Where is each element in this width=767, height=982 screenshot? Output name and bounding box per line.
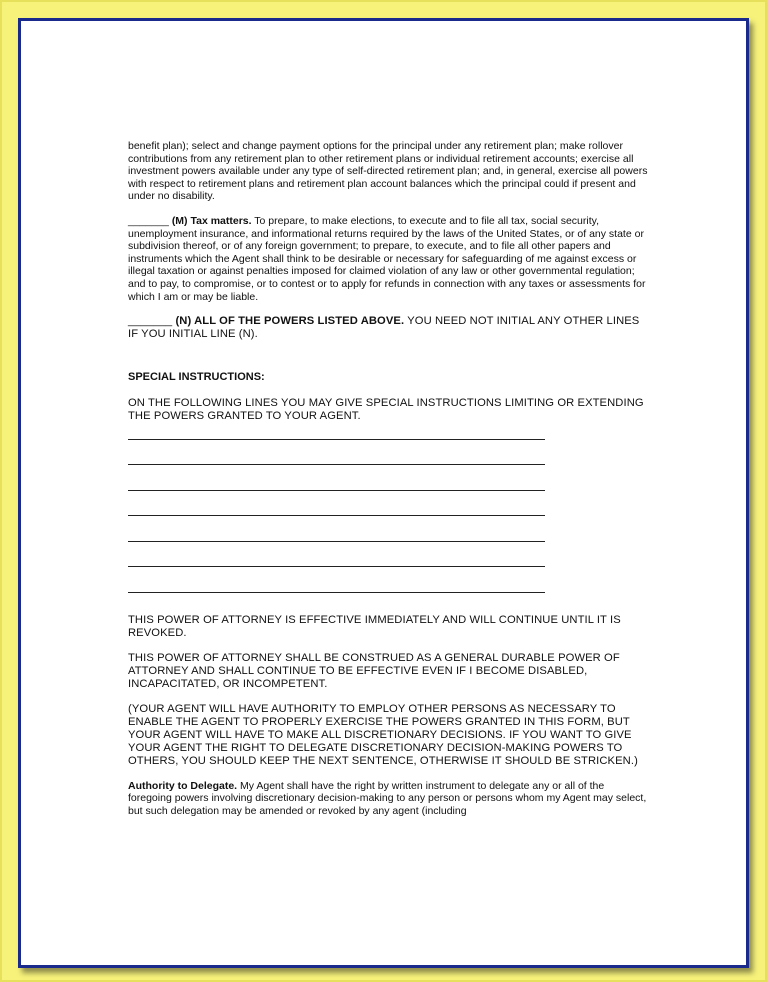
durable-statement: THIS POWER OF ATTORNEY SHALL BE CONSTRUED AS A GENERAL DURABLE POWER OF ATTORNEY AND SHALL CONTINUE TO BE EFFECTIVE EVEN IF I BECOME DISABLED, INCAPACITATED, OR INCOMPETENT.	[128, 651, 620, 690]
section-n-heading: (N) ALL OF THE POWERS LISTED ABOVE.	[175, 315, 405, 328]
special-instructions-heading: SPECIAL INSTRUCTIONS:	[128, 371, 265, 384]
section-m-body: To prepare, to make elections, to execute and to file all tax, social security, unemployment insurance, and informational returns required by the laws of the United States, or of any state or subdivision thereof, or of any foreign government; to prepare, to execute, and to file all other papers and instruments which the Agent shall think to be desirable or necessary for safeguarding of me against excess or illegal taxation or against penalties imposed for claimed violation of any law or other governmental regulation; and to pay, to compromise, or to contest or to apply for refunds in connection with any taxes or assessments for which I am or may be liable.	[128, 214, 646, 303]
instruction-line[interactable]	[128, 439, 545, 440]
section-m-initial-blank[interactable]: _______	[128, 214, 169, 227]
section-m-tax-matters	[128, 215, 648, 303]
delegate-heading: Authority to Delegate.	[128, 779, 238, 792]
instruction-line[interactable]	[128, 592, 545, 593]
delegate-body: My Agent shall have the right by written instrument to delegate any or all of the foregoing powers involving discretionary decision-making to any person or persons whom my Agent may select, but such delegation may be amended or revoked by any agent (including	[128, 779, 647, 817]
instruction-line[interactable]	[128, 515, 545, 516]
authority-to-delegate	[128, 780, 648, 818]
agent-authority-statement: (YOUR AGENT WILL HAVE AUTHORITY TO EMPLOY OTHER PERSONS AS NECESSARY TO ENABLE THE AGENT TO PROPERLY EXERCISE THE POWERS GRANTED IN THIS FORM, BUT YOUR AGENT WILL HAVE TO MAKE ALL DISCRETIONARY DECISIONS. IF YOU WANT TO GIVE YOUR AGENT THE RIGHT TO DELEGATE DISCRETIONARY DECISION-MAKING POWERS TO OTHERS, YOU SHOULD KEEP THE NEXT SENTENCE, OTHERWISE IT SHOULD BE STRICKEN.)	[128, 702, 638, 767]
document-body	[128, 140, 648, 818]
instruction-line[interactable]	[128, 566, 545, 567]
instruction-line[interactable]	[128, 464, 545, 465]
section-m-heading: (M) Tax matters.	[171, 214, 252, 227]
retirement-plan-paragraph: benefit plan); select and change payment options for the principal under any retirement plan; make rollover contributions from any retirement plan to other retirement plans or individual retirement accounts; exercise all investment powers available under any type of self-directed retirement plan; and, in general, exercise all powers with respect to retirement plans and retirement plan account balances which the principal could if present and under no disability.	[128, 140, 648, 203]
section-n-all-powers	[128, 315, 648, 341]
effective-statement: THIS POWER OF ATTORNEY IS EFFECTIVE IMMEDIATELY AND WILL CONTINUE UNTIL IT IS REVOKED.	[128, 613, 621, 639]
special-instructions-intro: ON THE FOLLOWING LINES YOU MAY GIVE SPECIAL INSTRUCTIONS LIMITING OR EXTENDING THE POWERS GRANTED TO YOUR AGENT.	[128, 396, 644, 422]
document-page	[18, 18, 749, 968]
section-n-body: YOU NEED NOT INITIAL ANY OTHER LINES IF YOU INITIAL LINE (N).	[128, 315, 640, 341]
special-instructions-lines	[128, 439, 648, 593]
instruction-line[interactable]	[128, 541, 545, 542]
instruction-line[interactable]	[128, 490, 545, 491]
section-n-initial-blank[interactable]: _______	[128, 315, 173, 328]
